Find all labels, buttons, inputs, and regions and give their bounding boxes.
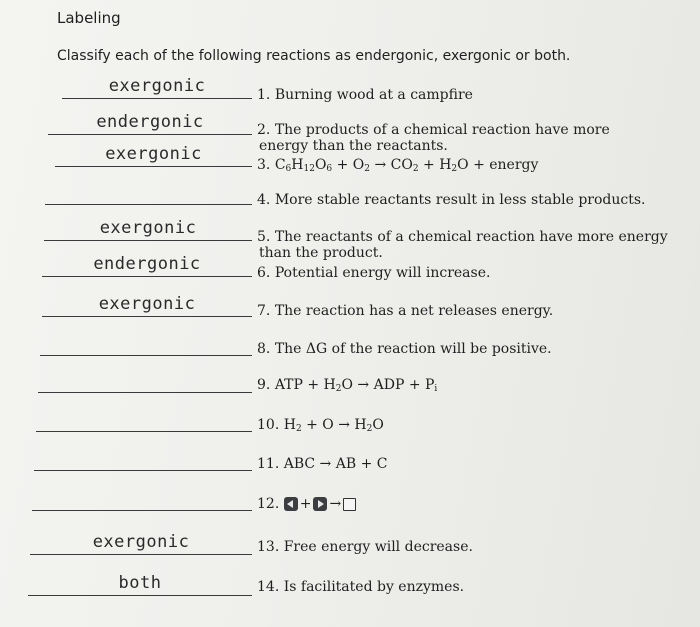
question-row-7: [0, 290, 700, 330]
answer-blank-8[interactable]: [40, 355, 252, 356]
handwritten-answer-5: exergonic: [99, 218, 197, 238]
question-row-9: [0, 368, 700, 408]
question-text-1: 1. Burning wood at a campfire: [257, 87, 473, 103]
question-text-13: 13. Free energy will decrease.: [257, 539, 473, 555]
answer-blank-12[interactable]: [32, 510, 252, 511]
right-arrow-block-icon: [313, 497, 327, 511]
question-text-5: 5. The reactants of a chemical reaction have more energy than the product.: [257, 229, 668, 261]
question-row-5: [0, 214, 700, 261]
question-row-13: [0, 528, 700, 568]
question-row-11: [0, 446, 700, 486]
question-text-14: 14. Is facilitated by enzymes.: [257, 579, 465, 595]
question-row-1: [0, 72, 700, 112]
answer-blank-13[interactable]: [30, 532, 252, 555]
question-row-6: [0, 250, 700, 290]
worksheet-header: Labeling: [57, 9, 121, 27]
answer-blank-4[interactable]: [45, 204, 252, 205]
answer-blank-5[interactable]: [44, 218, 252, 241]
handwritten-answer-7: exergonic: [98, 294, 196, 314]
answer-blank-3[interactable]: [55, 144, 252, 167]
handwritten-answer-3: exergonic: [105, 144, 202, 164]
handwritten-answer-6: endergonic: [93, 254, 201, 274]
answer-blank-1[interactable]: [62, 76, 252, 99]
question-text-2: 2. The products of a chemical reaction have more energy than the reactants.: [257, 122, 610, 154]
question-text-10: 10. $H_2 + O \to H_2O$: [257, 417, 384, 434]
instructions: Classify each of the following reactions as endergonic, exergonic or both.: [57, 48, 571, 64]
question-text-11: 11. ABC → AB + C: [257, 456, 388, 472]
question-row-3: [0, 140, 700, 180]
left-arrow-block-icon: [284, 497, 298, 511]
question-row-10: [0, 407, 700, 447]
shape-equation: + →: [284, 496, 356, 512]
handwritten-answer-13: exergonic: [92, 532, 190, 552]
handwritten-answer-2: endergonic: [96, 112, 204, 132]
question-text-3: 3. $C_6H_{12}O_6 + O_2 \to CO_2 + H_2O$ + energy: [257, 157, 539, 174]
question-text-6: 6. Potential energy will increase.: [257, 265, 491, 281]
question-text-8: 8. The ΔG of the reaction will be positive.: [257, 341, 552, 357]
question-row-14: [0, 568, 700, 608]
answer-blank-6[interactable]: [42, 254, 252, 277]
handwritten-answer-1: exergonic: [108, 76, 206, 96]
question-row-12: [0, 486, 700, 526]
answer-blank-9[interactable]: [38, 392, 252, 393]
answer-blank-7[interactable]: [42, 294, 252, 317]
empty-square-icon: [343, 498, 356, 511]
answer-blank-2[interactable]: [48, 112, 252, 135]
answer-blank-11[interactable]: [34, 470, 252, 471]
answer-blank-10[interactable]: [36, 431, 252, 432]
answer-blank-14[interactable]: [28, 573, 252, 596]
question-text-9: 9. ATP + $H_2O$ → ADP + $P_i$: [257, 377, 438, 394]
question-text-12: 12. + →: [257, 496, 356, 512]
question-row-8: [0, 330, 700, 370]
handwritten-answer-14: both: [118, 573, 162, 593]
question-text-7: 7. The reaction has a net releases energy.: [257, 303, 554, 319]
question-text-4: 4. More stable reactants result in less stable products.: [257, 192, 646, 208]
